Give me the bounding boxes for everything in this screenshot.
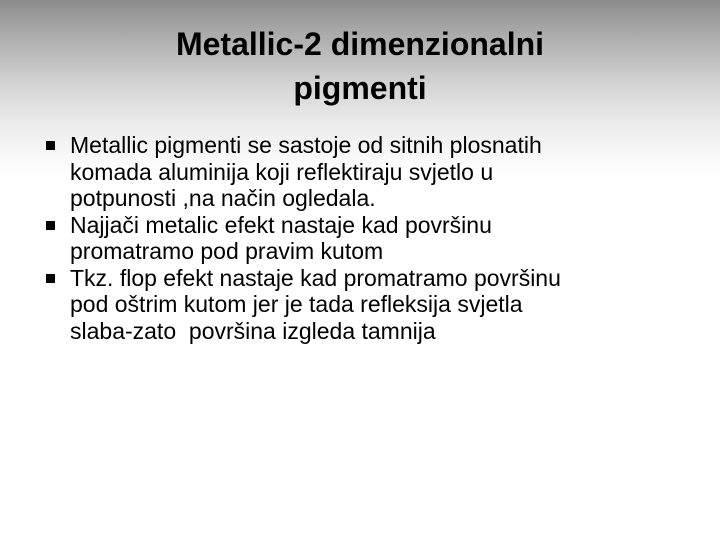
square-bullet-icon xyxy=(46,274,55,283)
title-line-1: Metallic-2 dimenzionalni xyxy=(175,26,545,62)
bullet-3-line-1: Tkz. flop efekt nastaje kad promatramo površinu xyxy=(70,264,561,291)
title-line-2: pigmenti xyxy=(293,70,427,106)
bullet-2-line-2: promatramo pod pravim kutom xyxy=(70,238,384,264)
square-bullet-icon xyxy=(46,141,55,150)
bullet-3-line-3: slaba-zato površina izgleda tamnija xyxy=(70,317,436,344)
bullet-list xyxy=(45,132,705,344)
square-bullet-icon xyxy=(46,221,55,230)
bullet-1-line-2: komada aluminija koji reflektiraju svjetlo u xyxy=(70,158,494,185)
bullet-3-line-2: pod oštrim kutom jer je tada refleksija svjetla xyxy=(70,291,523,317)
bullet-item-3 xyxy=(45,265,705,345)
bullet-1-line-3: potpunosti ,na način ogledala. xyxy=(70,185,376,211)
bullet-item-2 xyxy=(45,212,705,265)
bullet-1-line-1: Metallic pigmenti se sastoje od sitnih plosnatih xyxy=(70,132,542,158)
bullet-2-line-1: Najjači metalic efekt nastaje kad površinu xyxy=(70,211,492,238)
bullet-item-1 xyxy=(45,132,705,212)
slide-title xyxy=(60,22,660,110)
